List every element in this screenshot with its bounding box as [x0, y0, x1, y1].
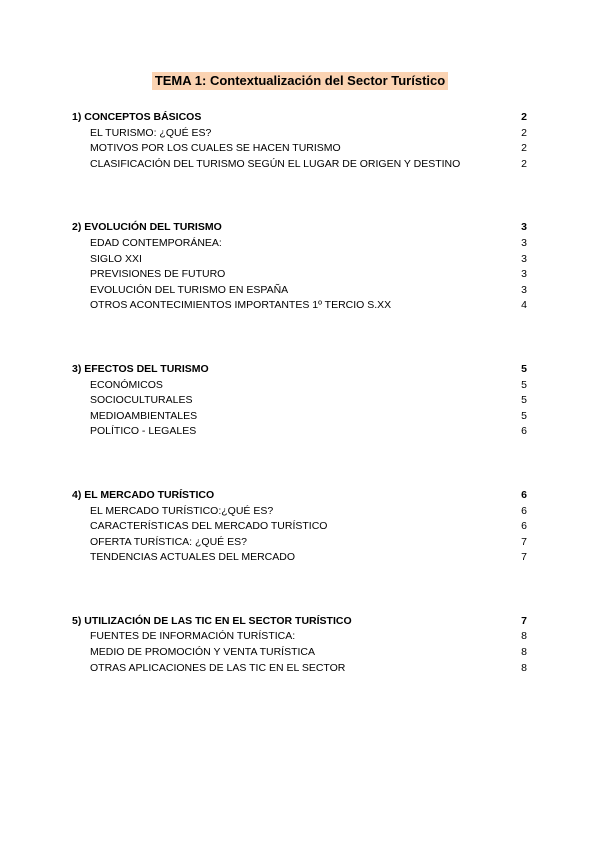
table-of-contents	[72, 110, 527, 724]
toc-page-number: 8	[521, 646, 527, 659]
toc-entry-label: ECONÓMICOS	[90, 378, 163, 391]
toc-entry-label: OTRAS APLICACIONES DE LAS TIC EN EL SECTOR	[90, 661, 346, 674]
toc-entry-label: CLASIFICACIÓN DEL TURISMO SEGÚN EL LUGAR DE ORIGEN Y DESTINO	[90, 157, 461, 170]
toc-page-number: 2	[521, 157, 527, 170]
toc-heading-label: 1) CONCEPTOS BÁSICOS	[72, 111, 202, 123]
toc-entry-label: CARACTERÍSTICAS DEL MERCADO TURÍSTICO	[90, 520, 328, 533]
toc-entry-label: MEDIO DE PROMOCIÓN Y VENTA TURÍSTICA	[90, 646, 316, 659]
toc-section-heading[interactable]	[72, 488, 527, 504]
toc-section-heading[interactable]	[72, 614, 527, 630]
toc-entry-label: EDAD CONTEMPORÁNEA:	[90, 236, 222, 249]
toc-page-number: 6	[521, 425, 527, 438]
toc-page-number: 5	[521, 394, 527, 407]
toc-section-heading[interactable]	[72, 110, 527, 126]
toc-page-number: 8	[521, 630, 527, 643]
toc-entry[interactable]	[72, 629, 527, 645]
toc-entry[interactable]	[72, 661, 527, 677]
toc-page-number: 2	[521, 142, 527, 155]
toc-entry[interactable]	[72, 141, 527, 157]
toc-page-number: 3	[521, 221, 527, 234]
toc-entry[interactable]	[72, 409, 527, 425]
toc-section-heading[interactable]	[72, 220, 527, 236]
toc-entry[interactable]	[72, 252, 527, 268]
toc-entry[interactable]	[72, 424, 527, 440]
toc-entry[interactable]	[72, 236, 527, 252]
toc-page-number: 5	[521, 362, 527, 375]
toc-entry-label: MEDIOAMBIENTALES	[90, 409, 198, 422]
toc-entry[interactable]	[72, 157, 527, 173]
title-container	[0, 72, 600, 90]
toc-entry-label: EVOLUCIÓN DEL TURISMO EN ESPAÑA	[90, 283, 289, 296]
toc-section	[72, 110, 527, 172]
toc-section	[72, 488, 527, 566]
toc-section	[72, 362, 527, 440]
toc-page-number: 4	[521, 299, 527, 312]
toc-page-number: 7	[521, 535, 527, 548]
toc-entry-label: SOCIOCULTURALES	[90, 394, 193, 407]
toc-page-number: 2	[521, 111, 527, 123]
toc-page-number: 6	[521, 520, 527, 533]
toc-entry-label: POLÍTICO - LEGALES	[90, 425, 197, 438]
toc-entry-label: SIGLO XXI	[90, 252, 142, 265]
toc-entry[interactable]	[72, 519, 527, 535]
toc-page-number: 5	[521, 409, 527, 422]
toc-page-number: 7	[521, 551, 527, 564]
toc-heading-label: 2) EVOLUCIÓN DEL TURISMO	[72, 221, 222, 234]
toc-entry[interactable]	[72, 298, 527, 314]
toc-entry[interactable]	[72, 283, 527, 299]
toc-heading-label: 4) EL MERCADO TURÍSTICO	[72, 488, 215, 501]
toc-entry-label: EL MERCADO TURÍSTICO:¿QUÉ ES?	[90, 504, 274, 517]
toc-page-number: 3	[521, 283, 527, 296]
toc-page-number: 7	[521, 614, 527, 627]
toc-page-number: 5	[521, 378, 527, 391]
toc-entry-label: OFERTA TURÍSTICA: ¿QUÉ ES?	[90, 535, 247, 548]
toc-entry[interactable]	[72, 267, 527, 283]
toc-entry-label: TENDENCIAS ACTUALES DEL MERCADO	[90, 551, 295, 564]
toc-entry[interactable]	[72, 535, 527, 551]
toc-entry[interactable]	[72, 126, 527, 142]
toc-entry[interactable]	[72, 393, 527, 409]
toc-page-number: 6	[521, 488, 527, 501]
toc-entry-label: MOTIVOS POR LOS CUALES SE HACEN TURISMO	[90, 142, 341, 155]
toc-entry-label: FUENTES DE INFORMACIÓN TURÍSTICA:	[90, 630, 296, 643]
toc-section	[72, 614, 527, 676]
toc-page-number: 3	[521, 252, 527, 265]
toc-entry-label: OTROS ACONTECIMIENTOS IMPORTANTES 1º TERCIO S.XX	[90, 299, 392, 312]
toc-entry-label: PREVISIONES DE FUTURO	[90, 268, 226, 281]
toc-page-number: 2	[521, 126, 527, 139]
toc-page-number: 3	[521, 268, 527, 281]
toc-entry[interactable]	[72, 550, 527, 566]
document-title: TEMA 1: Contextualización del Sector Turístico	[152, 72, 448, 90]
toc-page-number: 8	[521, 661, 527, 674]
toc-page-number: 3	[521, 236, 527, 249]
toc-entry-label: EL TURISMO: ¿QUÉ ES?	[90, 126, 212, 139]
toc-page-number: 6	[521, 504, 527, 517]
toc-entry[interactable]	[72, 645, 527, 661]
toc-heading-label: 3) EFECTOS DEL TURISMO	[72, 362, 209, 375]
toc-section-heading[interactable]	[72, 362, 527, 378]
toc-entry[interactable]	[72, 378, 527, 394]
toc-section	[72, 220, 527, 314]
toc-entry[interactable]	[72, 504, 527, 520]
toc-heading-label: 5) UTILIZACIÓN DE LAS TIC EN EL SECTOR TURÍSTICO	[72, 614, 352, 627]
